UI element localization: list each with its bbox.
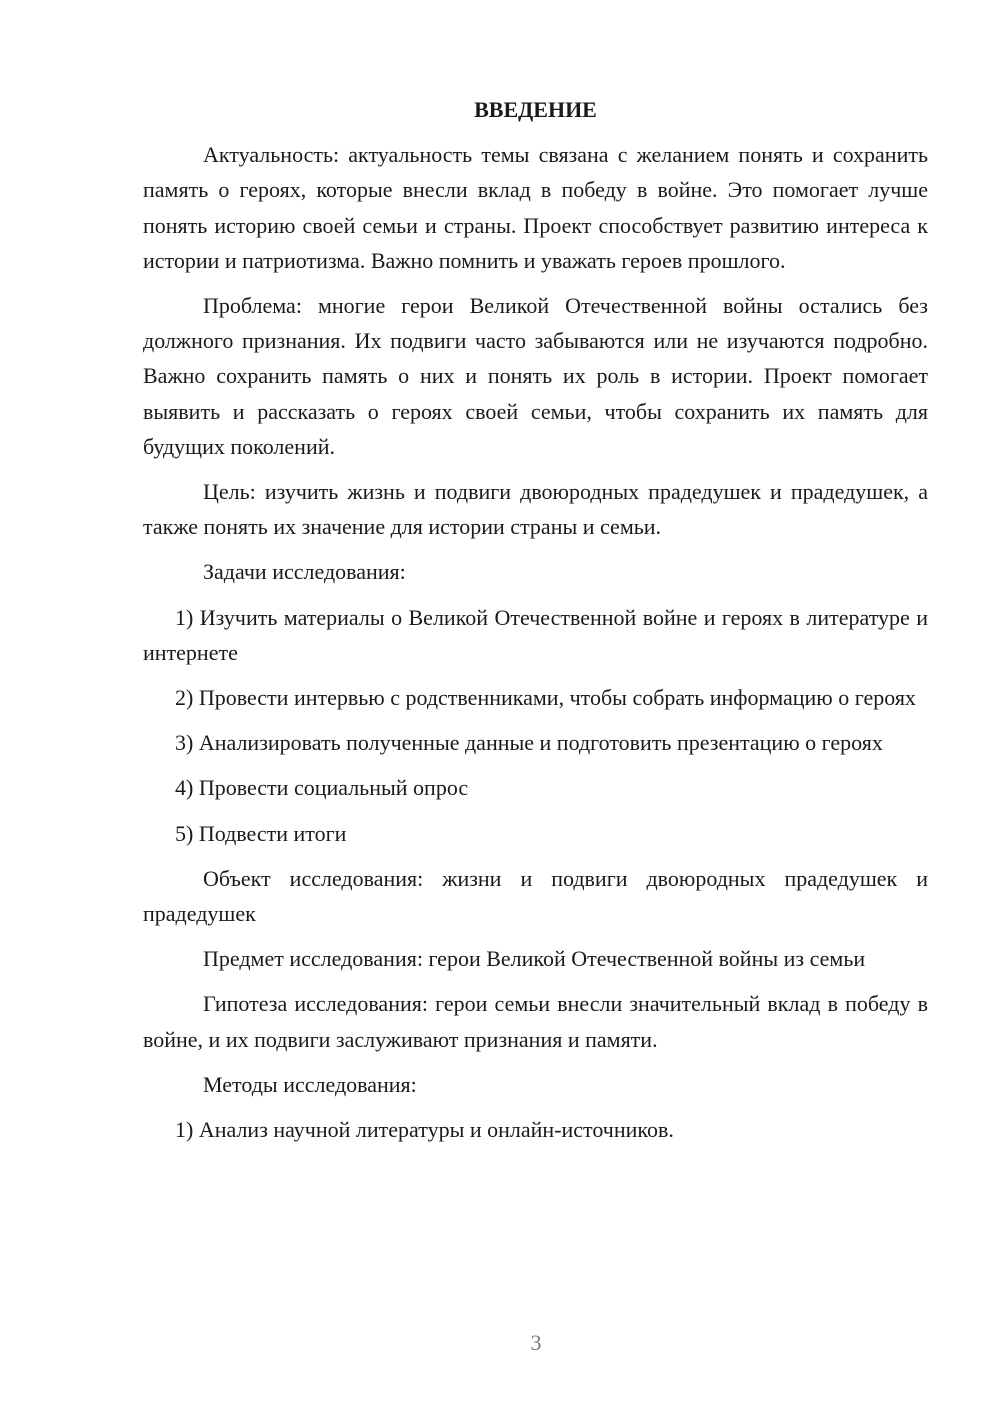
goal-paragraph: Цель: изучить жизнь и подвиги двоюродных прадедушек и прадедушек, а также понять их значение для истории страны и семьи.: [143, 479, 928, 540]
task-item-5: 5) Подвести итоги: [175, 820, 347, 846]
subject-paragraph: Предмет исследования: герои Великой Отечественной войны из семьи: [203, 946, 866, 972]
task-item-2: 2) Провести интервью с родственниками, чтобы собрать информацию о героях: [175, 685, 916, 711]
page-number: 3: [530, 1330, 542, 1355]
problem-paragraph: Проблема: многие герои Великой Отечественной войны остались без должного признания. Их подвиги часто забываются или не изучаются подробно. Важно сохранить память о них и понять их роль в истории. Проект помогает выявить и рассказать о героях своей семьи, чтобы сохранить их память для будущих поколений.: [143, 293, 928, 459]
task-item-3: 3) Анализировать полученные данные и подготовить презентацию о героях: [175, 730, 883, 756]
section-title: ВВЕДЕНИЕ: [474, 97, 597, 122]
object-paragraph: Объект исследования: жизни и подвиги двоюродных прадедушек и прадедушек: [143, 865, 928, 927]
document-page: [143, 92, 928, 1157]
relevance-paragraph: Актуальность: актуальность темы связана с желанием понять и сохранить память о героях, которые внесли вклад в победу в войне. Это помогает лучше понять историю своей семьи и страны. Проект способствует развитию интереса к истории и патриотизма. Важно помнить и уважать героев прошлого.: [143, 142, 928, 273]
task-item-1: 1) Изучить материалы о Великой Отечественной войне и героях в литературе и интернете: [143, 604, 928, 665]
hypothesis-paragraph: Гипотеза исследования: герои семьи внесли значительный вклад в победу в войне, и их подвиги заслуживают признания и памяти.: [143, 991, 928, 1052]
tasks-heading: Задачи исследования:: [203, 559, 406, 585]
methods-heading: Методы исследования:: [203, 1071, 417, 1097]
method-item-1: 1) Анализ научной литературы и онлайн-источников.: [175, 1117, 674, 1143]
task-item-4: 4) Провести социальный опрос: [175, 775, 469, 801]
